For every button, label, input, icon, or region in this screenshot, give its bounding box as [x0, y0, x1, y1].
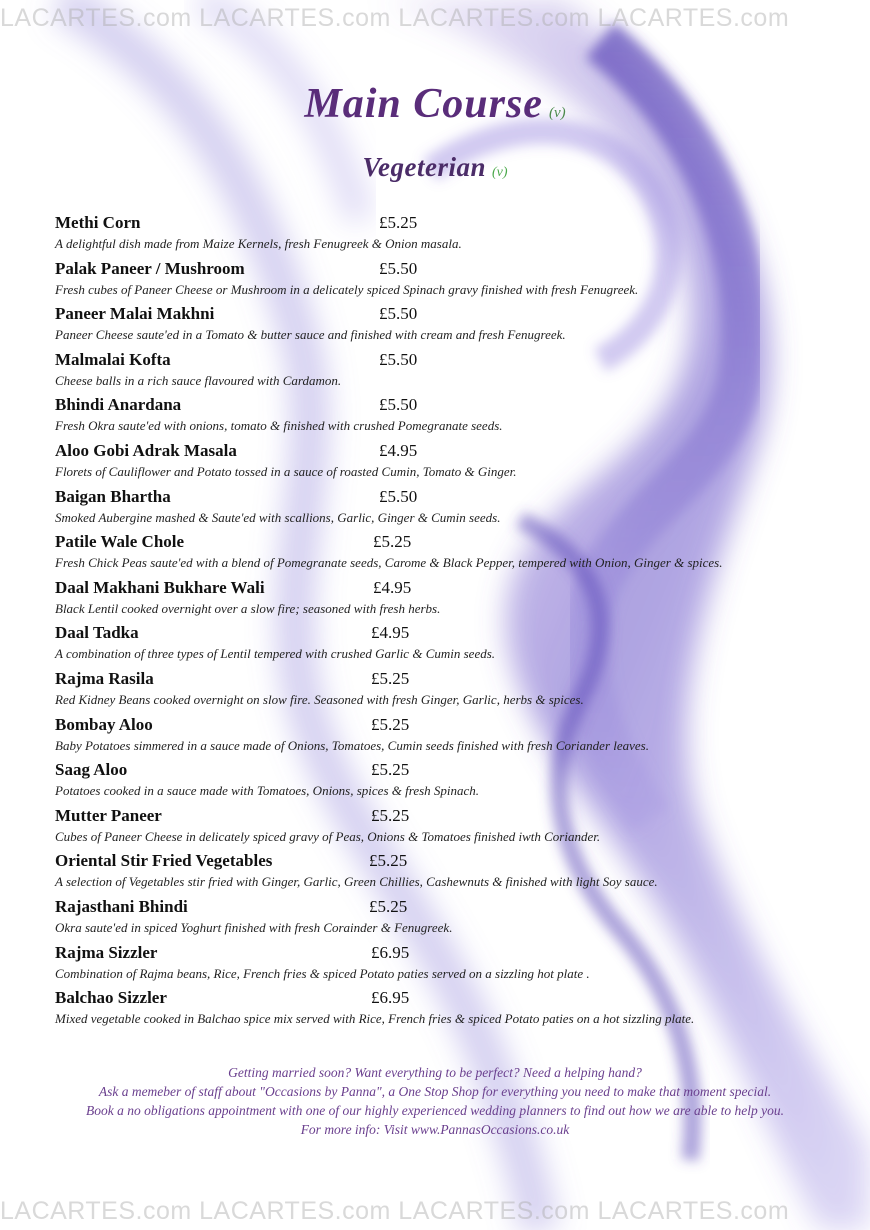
item-price: £4.95 — [371, 623, 410, 643]
page-title — [0, 80, 870, 128]
subtitle-text: Vegeterian — [362, 152, 486, 182]
item-name: Paneer Malai Makhni — [55, 304, 215, 324]
menu-item — [55, 623, 855, 669]
item-name: Palak Paneer / Mushroom — [55, 258, 245, 278]
menu-item — [55, 259, 855, 305]
item-name: Balchao Sizzler — [55, 988, 167, 1008]
item-price: £5.25 — [379, 213, 418, 232]
item-price: £5.50 — [379, 304, 418, 324]
menu-item — [55, 441, 855, 487]
item-name: Bhindi Anardana — [55, 395, 182, 415]
item-name: Patile Wale Chole — [55, 532, 185, 552]
item-name: Malmalai Kofta — [55, 349, 171, 369]
item-price: £5.25 — [371, 805, 410, 825]
item-description: Mixed vegetable cooked in Balchao spice mix served with Rice, French fries & spiced Potato paties on a hot sizzling plate. — [55, 1011, 695, 1027]
item-description: Paneer Cheese saute'ed in a Tomato & butter sauce and finished with cream and fresh Fenugreek. — [55, 327, 566, 343]
footer-link[interactable]: For more info: Visit www.PannasOccasions.co.uk — [300, 1122, 570, 1137]
item-price: £5.25 — [371, 760, 410, 780]
item-price: £4.95 — [373, 577, 412, 597]
menu-item — [55, 578, 855, 624]
menu-item — [55, 806, 855, 852]
watermark-top: LACARTES.com LACARTES.com LACARTES.com LACARTES.com — [0, 4, 790, 32]
item-description: Florets of Cauliflower and Potato tossed in a sauce of roasted Cumin, Tomato & Ginger. — [55, 463, 517, 479]
menu-item — [55, 988, 855, 1034]
menu-item — [55, 487, 855, 533]
item-price: £5.25 — [371, 668, 410, 688]
item-description: Baby Potatoes simmered in a sauce made of Onions, Tomatoes, Cumin seeds finished with fresh Coriander leaves. — [55, 737, 649, 753]
footer-line: Ask a memeber of staff about "Occasions by Panna", a One Stop Shop for everything you need to make that moment special. — [98, 1084, 772, 1099]
item-price: £6.95 — [371, 942, 410, 962]
menu-item — [55, 851, 855, 897]
item-description: A selection of Vegetables stir fried with Ginger, Garlic, Green Chillies, Cashewnuts & finished with light Soy sauce. — [55, 874, 658, 890]
item-description: Black Lentil cooked overnight over a slow fire; seasoned with fresh herbs. — [55, 600, 441, 616]
item-description: Fresh Chick Peas saute'ed with a blend of Pomegranate seeds, Carome & Black Pepper, tempered with Onion, Ginger & spices. — [55, 555, 723, 571]
item-description: Red Kidney Beans cooked overnight on slow fire. Seasoned with fresh Ginger, Garlic, herbs & spices. — [55, 691, 584, 707]
item-description: Cheese balls in a rich sauce flavoured with Cardamon. — [55, 372, 342, 388]
menu-item — [55, 304, 855, 350]
subtitle-veg-marker: (v) — [491, 165, 508, 180]
promo-footer — [0, 1063, 870, 1139]
item-description: Potatoes cooked in a sauce made with Tomatoes, Onions, spices & fresh Spinach. — [55, 783, 480, 799]
footer-line: Book a no obligations appointment with one of our highly experienced wedding planners to find out how we are able to help you. — [85, 1103, 785, 1118]
item-price: £6.95 — [371, 988, 410, 1008]
title-text: Main Course — [304, 81, 543, 127]
section-subtitle — [0, 152, 870, 183]
menu-item — [55, 213, 855, 259]
item-name: Baigan Bhartha — [55, 486, 171, 506]
item-price: £5.50 — [379, 349, 418, 369]
watermark-bottom: LACARTES.com LACARTES.com LACARTES.com LACARTES.com — [0, 1197, 790, 1225]
footer-line: Getting married soon? Want everything to be perfect? Need a helping hand? — [228, 1065, 642, 1080]
item-name: Daal Makhani Bukhare Wali — [55, 577, 265, 597]
menu-item — [55, 532, 855, 578]
item-name: Mutter Paneer — [55, 805, 162, 825]
title-veg-marker: (v) — [548, 105, 566, 121]
item-name: Bombay Aloo — [55, 714, 153, 734]
item-name: Rajasthani Bhindi — [55, 896, 188, 916]
menu-item — [55, 395, 855, 441]
item-description: A delightful dish made from Maize Kernels, fresh Fenugreek & Onion masala. — [55, 236, 462, 251]
item-description: A combination of three types of Lentil tempered with crushed Garlic & Cumin seeds. — [55, 646, 496, 662]
item-price: £5.25 — [369, 851, 408, 871]
item-description: Fresh Okra saute'ed with onions, tomato & finished with crushed Pomegranate seeds. — [55, 418, 503, 434]
item-description: Cubes of Paneer Cheese in delicately spiced gravy of Peas, Onions & Tomatoes finished iwth Coriander. — [55, 828, 601, 844]
item-name: Daal Tadka — [55, 623, 139, 643]
item-price: £5.50 — [379, 486, 418, 506]
item-price: £5.50 — [379, 395, 418, 415]
item-name: Aloo Gobi Adrak Masala — [55, 440, 237, 460]
item-name: Methi Corn — [55, 213, 141, 232]
item-price: £5.25 — [369, 896, 408, 916]
menu-list — [55, 213, 855, 1034]
menu-item — [55, 760, 855, 806]
menu-item — [55, 669, 855, 715]
item-description: Smoked Aubergine mashed & Saute'ed with scallions, Garlic, Ginger & Cumin seeds. — [55, 509, 501, 525]
item-description: Fresh cubes of Paneer Cheese or Mushroom in a delicately spiced Spinach gravy finished with fresh Fenugreek. — [55, 281, 639, 297]
menu-item — [55, 715, 855, 761]
item-name: Rajma Sizzler — [55, 942, 158, 962]
item-name: Rajma Rasila — [55, 668, 154, 688]
menu-item — [55, 350, 855, 396]
item-name: Oriental Stir Fried Vegetables — [55, 851, 273, 871]
item-description: Okra saute'ed in spiced Yoghurt finished with fresh Corainder & Fenugreek. — [55, 919, 453, 935]
item-price: £5.50 — [379, 258, 418, 278]
menu-item — [55, 897, 855, 943]
item-name: Saag Aloo — [55, 760, 128, 780]
item-price: £4.95 — [379, 440, 418, 460]
item-description: Combination of Rajma beans, Rice, French fries & spiced Potato paties served on a sizzling hot plate . — [55, 965, 590, 981]
item-price: £5.25 — [373, 532, 412, 552]
menu-item — [55, 943, 855, 989]
item-price: £5.25 — [371, 714, 410, 734]
